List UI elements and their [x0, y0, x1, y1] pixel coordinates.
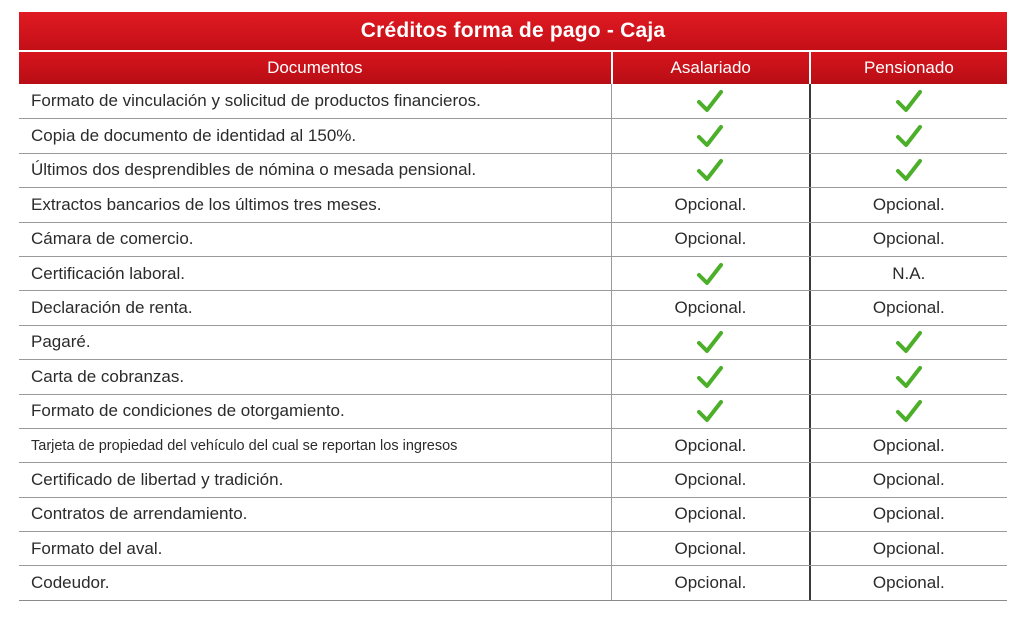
- document-name: Formato del aval.: [31, 538, 163, 558]
- check-icon: [611, 154, 808, 187]
- table-row: [19, 462, 1007, 496]
- document-name: Cámara de comercio.: [31, 229, 194, 249]
- table-row: [19, 565, 1007, 599]
- check-icon: [809, 395, 1007, 428]
- asalariado-value: Opcional.: [611, 498, 808, 531]
- check-icon: [611, 84, 808, 118]
- document-name: Declaración de renta.: [31, 298, 193, 318]
- check-icon: [611, 395, 808, 428]
- asalariado-value: Opcional.: [611, 291, 808, 324]
- table-row: [19, 359, 1007, 393]
- table-row: [19, 256, 1007, 290]
- pensionado-value: Opcional.: [809, 566, 1007, 599]
- check-icon: [611, 257, 808, 290]
- check-icon: [611, 360, 808, 393]
- asalariado-value: Opcional.: [611, 429, 808, 462]
- pensionado-value: Opcional.: [809, 429, 1007, 462]
- header-pensionado: Pensionado: [809, 52, 1007, 84]
- document-name: Formato de condiciones de otorgamiento.: [31, 401, 345, 421]
- check-icon: [809, 84, 1007, 118]
- check-icon: [809, 326, 1007, 359]
- table-row: [19, 531, 1007, 565]
- table-row: [19, 290, 1007, 324]
- check-icon: [809, 119, 1007, 152]
- document-name: Copia de documento de identidad al 150%.: [31, 126, 357, 146]
- document-name: Últimos dos desprendibles de nómina o mesada pensional.: [31, 160, 477, 180]
- asalariado-value: Opcional.: [611, 223, 808, 256]
- check-icon: [611, 119, 808, 152]
- pensionado-value: Opcional.: [809, 463, 1007, 496]
- pensionado-value: Opcional.: [809, 532, 1007, 565]
- table-row: [19, 325, 1007, 359]
- document-name: Formato de vinculación y solicitud de productos financieros.: [31, 91, 481, 111]
- header-row: [19, 50, 1007, 84]
- requirements-table: [19, 12, 1007, 601]
- table-row: [19, 84, 1007, 118]
- document-name: Certificación laboral.: [31, 263, 186, 283]
- asalariado-value: Opcional.: [611, 463, 808, 496]
- pensionado-value: Opcional.: [809, 291, 1007, 324]
- asalariado-value: Opcional.: [611, 188, 808, 221]
- table-row: [19, 394, 1007, 428]
- pensionado-value: N.A.: [809, 257, 1007, 290]
- document-name: Tarjeta de propiedad del vehículo del cual se reportan los ingresos: [31, 437, 458, 454]
- asalariado-value: Opcional.: [611, 566, 808, 599]
- check-icon: [809, 360, 1007, 393]
- document-name: Certificado de libertad y tradición.: [31, 469, 284, 489]
- table-body: [19, 84, 1007, 601]
- document-name: Pagaré.: [31, 332, 91, 352]
- table-row: [19, 187, 1007, 221]
- pensionado-value: Opcional.: [809, 498, 1007, 531]
- table-row: [19, 428, 1007, 462]
- check-icon: [611, 326, 808, 359]
- pensionado-value: Opcional.: [809, 188, 1007, 221]
- table-title: Créditos forma de pago - Caja: [19, 12, 1007, 50]
- table-row: [19, 222, 1007, 256]
- table-row: [19, 118, 1007, 152]
- document-name: Carta de cobranzas.: [31, 366, 185, 386]
- table-row: [19, 153, 1007, 187]
- header-asalariado: Asalariado: [611, 52, 809, 84]
- document-name: Contratos de arrendamiento.: [31, 504, 248, 524]
- check-icon: [809, 154, 1007, 187]
- document-name: Extractos bancarios de los últimos tres meses.: [31, 194, 382, 214]
- document-name: Codeudor.: [31, 573, 110, 593]
- table-row: [19, 497, 1007, 531]
- pensionado-value: Opcional.: [809, 223, 1007, 256]
- header-documents: Documentos: [267, 58, 363, 77]
- asalariado-value: Opcional.: [611, 532, 808, 565]
